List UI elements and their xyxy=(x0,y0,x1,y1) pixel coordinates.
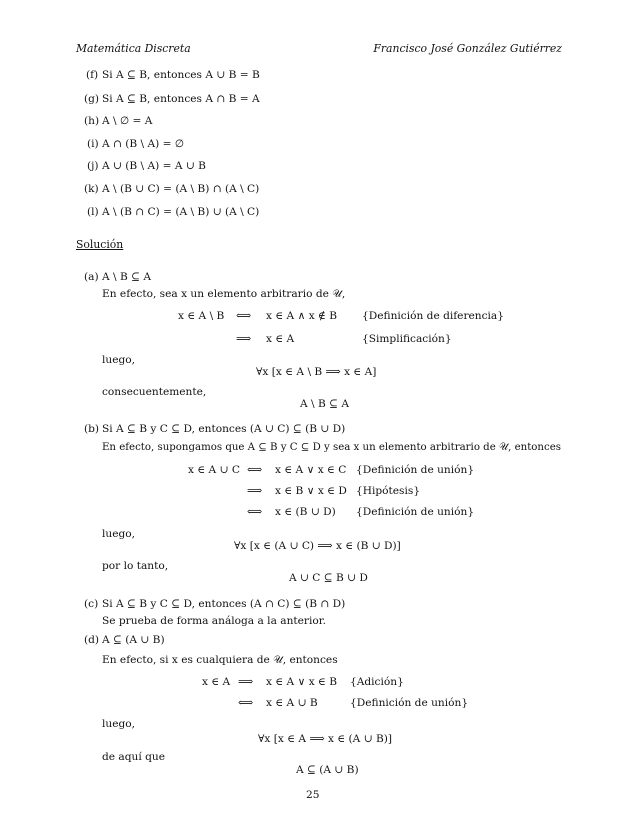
page-number: 25 xyxy=(306,789,320,801)
derivation-op: ⟺ xyxy=(238,697,254,709)
solution-heading: Solución xyxy=(76,238,124,251)
derivation-rhs: x ∈ B ∨ x ∈ D xyxy=(275,485,347,497)
item-text: A \ (B ∩ C) = (A \ B) ∪ (A \ C) xyxy=(102,206,260,218)
item-label: (a) xyxy=(84,271,99,283)
item-title: A \ B ⊆ A xyxy=(102,271,152,283)
item-title: A ⊆ (A ∪ B) xyxy=(102,634,165,646)
proof-intro: En efecto, supongamos que A ⊆ B y C ⊆ D y sea x un elemento arbitrario de 𝒰, entonces xyxy=(102,442,561,453)
display-formula: ∀x [x ∈ A ⟹ x ∈ (A ∪ B)] xyxy=(258,733,392,745)
derivation-reason: {Definición de unión} xyxy=(356,506,475,518)
display-formula: A \ B ⊆ A xyxy=(300,398,350,410)
derivation-reason: {Definición de unión} xyxy=(350,697,469,709)
connector-text: por lo tanto, xyxy=(102,560,169,572)
derivation-op: ⟹ xyxy=(238,676,254,688)
display-formula: A ∪ C ⊆ B ∪ D xyxy=(289,572,368,584)
proof-intro: En efecto, si x es cualquiera de 𝒰, entonces xyxy=(102,654,338,666)
proof-text: Se prueba de forma análoga a la anterior. xyxy=(102,615,327,627)
running-header-right: Francisco José González Gutiérrez xyxy=(373,42,562,55)
item-label: (k) xyxy=(84,183,99,195)
running-header-left: Matemática Discreta xyxy=(76,42,191,55)
derivation-reason: {Adición} xyxy=(350,676,404,688)
derivation-rhs: x ∈ (B ∪ D) xyxy=(275,506,336,518)
item-text: Si A ⊆ B, entonces A ∩ B = A xyxy=(102,93,260,105)
item-label: (g) xyxy=(84,93,100,105)
derivation-reason: {Simplificación} xyxy=(362,333,452,345)
connector-text: de aquí que xyxy=(102,751,165,763)
display-formula: A ⊆ (A ∪ B) xyxy=(296,764,359,776)
connector-text: luego, xyxy=(102,718,136,730)
derivation-lhs: x ∈ A \ B xyxy=(178,310,225,322)
derivation-op: ⟹ xyxy=(247,485,263,497)
derivation-reason: {Hipótesis} xyxy=(356,485,421,497)
derivation-rhs: x ∈ A ∨ x ∈ C xyxy=(275,464,347,476)
item-text: A ∩ (B \ A) = ∅ xyxy=(102,138,185,150)
derivation-rhs: x ∈ A ∧ x ∉ B xyxy=(266,310,338,322)
item-label: (i) xyxy=(87,138,99,150)
proof-intro: En efecto, sea x un elemento arbitrario de 𝒰, xyxy=(102,288,346,300)
derivation-reason: {Definición de diferencia} xyxy=(362,310,504,322)
derivation-rhs: x ∈ A ∪ B xyxy=(266,697,318,709)
item-text: A \ (B ∪ C) = (A \ B) ∩ (A \ C) xyxy=(102,183,260,195)
item-label: (l) xyxy=(87,206,99,218)
item-label: (f) xyxy=(86,69,99,81)
display-formula: ∀x [x ∈ (A ∪ C) ⟹ x ∈ (B ∪ D)] xyxy=(234,540,401,552)
display-formula: ∀x [x ∈ A \ B ⟹ x ∈ A] xyxy=(256,366,377,378)
connector-text: luego, xyxy=(102,528,136,540)
item-label: (c) xyxy=(84,598,99,610)
item-label: (b) xyxy=(84,423,100,435)
derivation-op: ⟺ xyxy=(247,506,263,518)
derivation-rhs: x ∈ A xyxy=(266,333,295,345)
derivation-rhs: x ∈ A ∨ x ∈ B xyxy=(266,676,338,688)
item-label: (h) xyxy=(84,115,100,127)
item-text: A ∪ (B \ A) = A ∪ B xyxy=(102,160,206,172)
item-text: A \ ∅ = A xyxy=(102,115,153,127)
derivation-reason: {Definición de unión} xyxy=(356,464,475,476)
derivation-op: ⟺ xyxy=(247,464,263,476)
derivation-lhs: x ∈ A ∪ C xyxy=(188,464,240,476)
item-label: (j) xyxy=(87,160,99,172)
derivation-op: ⟹ xyxy=(236,333,252,345)
item-title: Si A ⊆ B y C ⊆ D, entonces (A ∩ C) ⊆ (B ∩ D) xyxy=(102,598,346,610)
derivation-op: ⟺ xyxy=(236,310,252,322)
derivation-lhs: x ∈ A xyxy=(202,676,231,688)
item-title: Si A ⊆ B y C ⊆ D, entonces (A ∪ C) ⊆ (B ∪ D) xyxy=(102,423,346,435)
item-text: Si A ⊆ B, entonces A ∪ B = B xyxy=(102,69,260,81)
connector-text: consecuentemente, xyxy=(102,386,207,398)
connector-text: luego, xyxy=(102,354,136,366)
item-label: (d) xyxy=(84,634,100,646)
